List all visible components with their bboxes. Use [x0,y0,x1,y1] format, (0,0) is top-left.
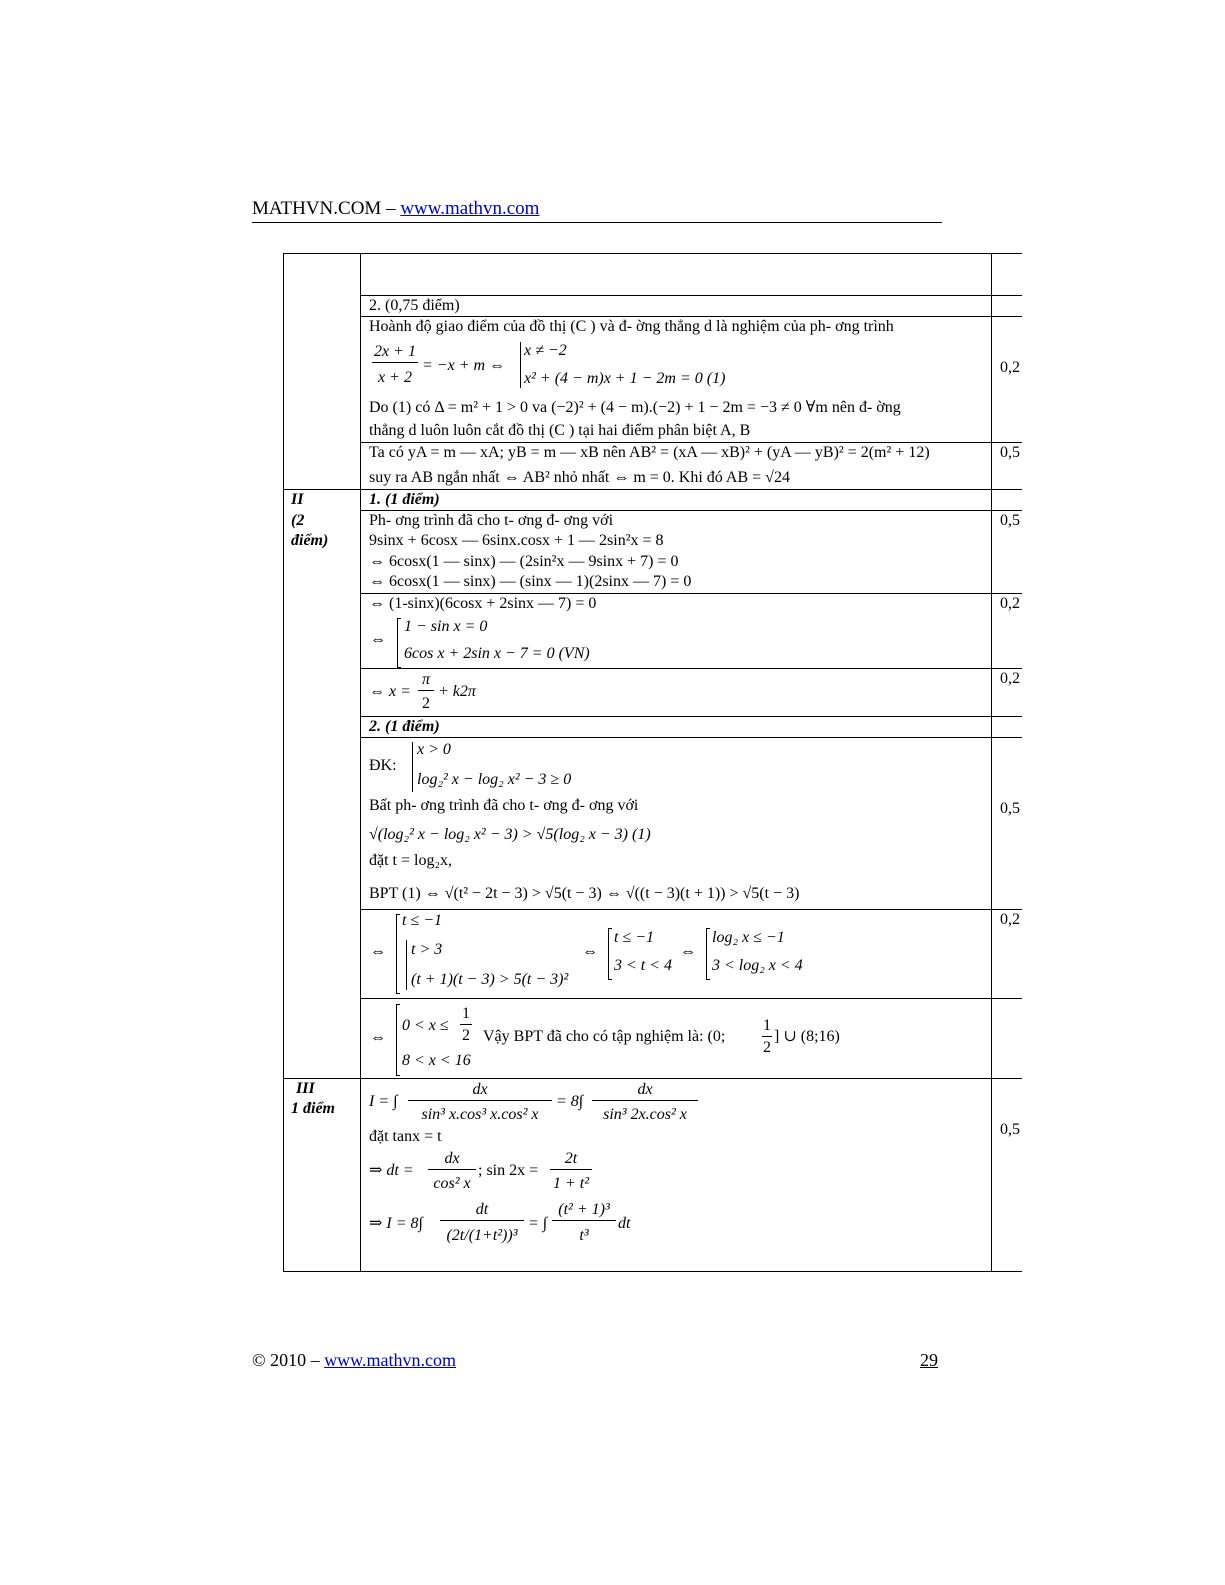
case-line: t ≤ −1 [614,929,655,946]
equiv-symbol: ⇔ [370,943,386,960]
score: 0,2 [1000,911,1020,928]
score: 0,2 [1000,359,1020,376]
frac-numerator: dt [440,1200,524,1221]
score: 0,5 [1000,800,1020,817]
footer-link[interactable]: www.mathvn.com [324,1350,456,1370]
text-line: BPT (1) ⇔ √(t² − 2t − 3) > √5(t − 3) ⇔ √((t − 3)(t + 1)) > √5(t − 3) [369,885,800,902]
score: 0,5 [1000,444,1020,461]
frac-numerator: (t² + 1)³ [552,1200,616,1221]
case-line: 8 < x < 16 [402,1052,471,1069]
text-line: Ph- ơng trình đã cho t- ơng đ- ơng với [369,512,614,529]
text-line: 9sinx + 6cosx — 6sinx.cosx + 1 — 2sin²x = 8 [369,532,664,549]
case-line: 3 < log₂ x < 4 [712,957,803,974]
case-line: 3 < t < 4 [614,957,673,974]
frac-numerator: dx [428,1149,476,1170]
case-line: t > 3 [411,941,443,958]
solution-pre: ⇔ x = [369,683,411,700]
section-points: 1 điểm [291,1100,335,1117]
case-line: (t + 1)(t − 3) > 5(t − 3)² [411,971,569,988]
union-bracket [397,618,401,668]
frac-denominator: 2 [763,1039,771,1056]
row-divider [284,1078,1022,1079]
col-divider-1 [360,254,361,1271]
page-number: 29 [920,1350,938,1370]
case-line: 1 − sin x = 0 [404,618,488,635]
integral-mid: = ∫ [528,1215,548,1232]
integral-pre: I = ∫ [369,1093,398,1110]
text-line: √(log₂² x − log₂ x² − 3) > √5(log₂ x − 3) (1) [369,826,651,843]
section-points: (2 [291,512,305,529]
col-divider-2 [991,254,992,1271]
union-bracket [396,914,400,994]
solution-post: + k2π [438,683,476,700]
score: 0,5 [1000,1121,1020,1138]
equiv-symbol: ⇔ [370,1029,386,1046]
condition-label: ĐK: [369,757,397,774]
system-line: x² + (4 − m)x + 1 − 2m = 0 (1) [524,370,726,387]
equiv-symbol: ⇔ [370,631,386,648]
text-line: đặt tanx = t [369,1128,442,1145]
page-footer [252,1350,456,1371]
row-divider [360,716,1022,717]
frac-numerator: dx [592,1080,698,1101]
condition-line: x > 0 [417,741,451,758]
frac-numerator: π [418,670,434,691]
frac-denominator: (2t/(1+t²))³ [446,1227,518,1244]
frac-denominator: 2 [422,695,430,712]
frac-numerator: 1 [460,1004,472,1025]
frac-denominator: 1 + t² [552,1175,590,1192]
union-bracket [706,928,710,980]
frac-denominator: t³ [579,1227,589,1244]
system-brace [406,940,407,990]
result-text: ] ∪ (8;16) [774,1028,840,1045]
frac-denominator: sin³ 2x.cos² x [603,1106,687,1123]
header-site: MATHVN.COM – [252,198,396,219]
text-line: ⇔ (1-sinx)(6cosx + 2sinx — 7) = 0 [369,595,597,612]
section-number: II [291,491,304,508]
system-brace [412,742,413,792]
system-brace [520,342,521,388]
text-line: Do (1) có Δ = m² + 1 > 0 va (−2)² + (4 − m).(−2) + 1 − 2m = −3 ≠ 0 ∀m nên đ- ờng [369,399,901,416]
score: 0,2 [1000,595,1020,612]
text-line: suy ra AB ngắn nhất ⇔ AB² nhỏ nhất ⇔ m = 0. Khi đó AB = √24 [369,469,790,486]
text-line: thẳng d luôn luôn cắt đồ thị (C ) tại hai điểm phân biệt A, B [369,422,751,439]
system-line: x ≠ −2 [524,342,567,359]
subst-mid: ; sin 2x = [478,1162,539,1179]
frac-numerator: 1 [762,1016,772,1037]
equation: = −x + m ⇔ [422,357,506,374]
frac-numerator: 2x + 1 [372,342,418,363]
score: 0,2 [1000,670,1020,687]
text-line: đặt t = log₂x, [369,852,453,869]
subst-pre: ⇒ dt = [369,1162,414,1179]
union-bracket [396,1004,400,1076]
condition-line: log₂² x − log₂ x² − 3 ≥ 0 [417,771,572,788]
footer-copyright: © 2010 – [252,1350,320,1370]
text-line: Ta có yA = m — xA; yB = m — xB nên AB² = (xA — xB)² + (yA — yB)² = 2(m² + 12) [369,444,930,461]
frac-numerator: dx [408,1080,552,1101]
integral-pre: ⇒ I = 8∫ [369,1215,423,1232]
equiv-symbol: ⇔ [582,943,598,960]
case-line: log₂ x ≤ −1 [712,929,785,946]
text-line: ⇔ 6cosx(1 — sinx) — (2sin²x — 9sinx + 7) = 0 [369,553,679,570]
score: 0,5 [1000,512,1020,529]
row-divider [360,737,1022,738]
case-line: 6cos x + 2sin x − 7 = 0 (VN) [404,645,590,662]
header-link[interactable]: www.mathvn.com [400,198,540,219]
equiv-symbol: ⇔ [680,943,696,960]
row-divider [360,998,1022,999]
row-divider [360,909,1022,910]
text-line: Bất ph- ơng trình đã cho t- ơng đ- ơng với [369,797,639,814]
integral-post: dt [618,1215,631,1232]
case-line: 0 < x ≤ [402,1017,449,1034]
page-header [252,198,942,223]
union-bracket [608,928,612,980]
text-line: Hoành độ giao điểm của đồ thị (C ) và đ- ờng thẳng d là nghiệm của ph- ơng trình [369,318,894,335]
section-points: điểm) [291,532,329,549]
text-line: ⇔ 6cosx(1 — sinx) — (sinx — 1)(2sinx — 7) = 0 [369,573,692,590]
row-divider [360,668,1022,669]
section-title: 1. (1 điểm) [369,491,440,508]
result-text: Vậy BPT đã cho có tập nghiệm là: (0; [483,1028,726,1045]
section-title: 2. (0,75 điểm) [369,297,460,314]
frac-denominator: x + 2 [378,369,412,386]
frac-numerator: 2t [550,1149,592,1170]
frac-denominator: cos² x [433,1175,471,1192]
frac-denominator: 2 [462,1027,470,1044]
case-line: t ≤ −1 [402,912,443,929]
section-title: 2. (1 điểm) [369,718,440,735]
solution-table [283,253,1022,1272]
integral-mid: = 8∫ [556,1093,584,1110]
frac-denominator: sin³ x.cos³ x.cos² x [421,1106,539,1123]
section-number: III [296,1080,315,1097]
